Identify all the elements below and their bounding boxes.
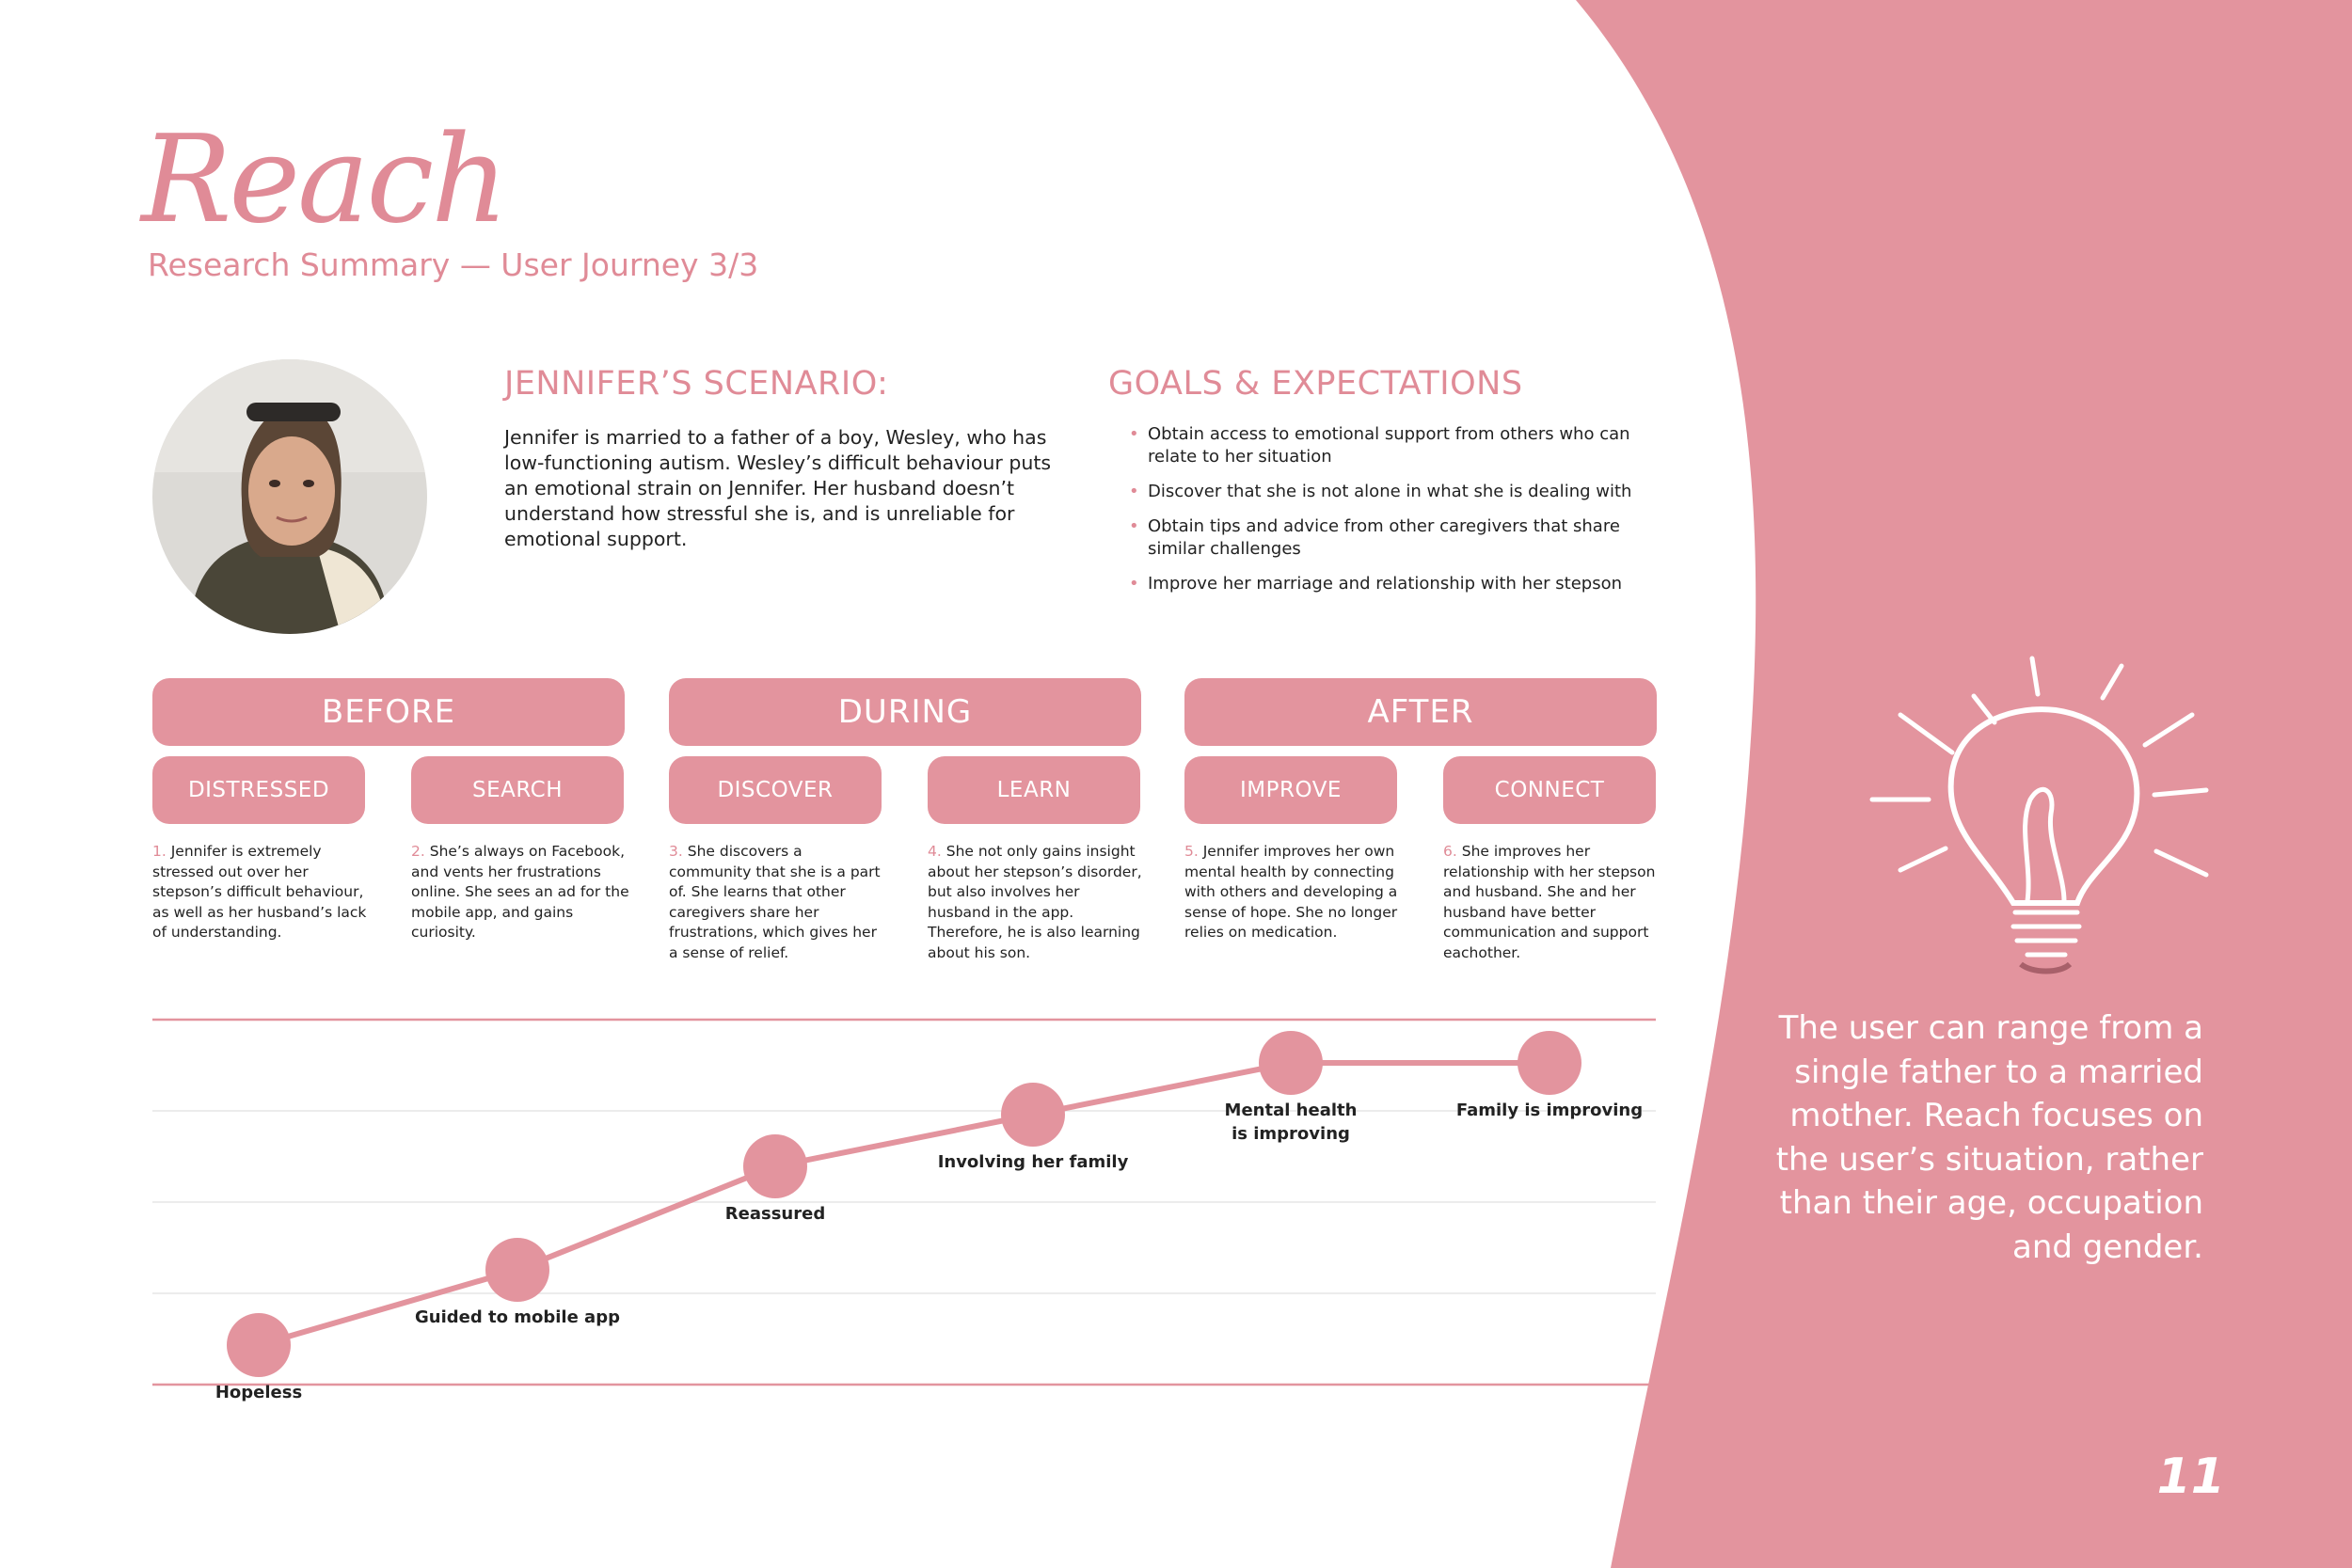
journey-point: [1001, 1083, 1065, 1147]
step-description: 1. Jennifer is extremely stressed out over her stepson’s difficult behaviour, as well as her husband’s lack of understanding.: [152, 843, 367, 941]
bullet-icon: •: [1129, 516, 1139, 536]
journey-point-label: Involving her family: [937, 1152, 1129, 1172]
journey-point: [1518, 1031, 1581, 1095]
bullet-icon: •: [1129, 574, 1139, 594]
journey-point-label: Reassured: [724, 1204, 826, 1224]
goal-item: • Discover that she is not alone in what she is dealing with: [1129, 482, 1632, 501]
journey-point-label: Hopeless: [215, 1383, 303, 1402]
journey-point-label: Family is improving: [1455, 1101, 1644, 1120]
phase-before: BEFORE: [152, 678, 625, 746]
reach-logo: Reach: [141, 110, 506, 250]
step-description: 2. She’s always on Facebook, and vents her frustrations online. She sees an ad for the mobile app, and gains curiosity.: [411, 843, 629, 941]
journey-point: [743, 1134, 807, 1198]
step-search: SEARCH: [411, 756, 624, 824]
goals-heading: GOALS & EXPECTATIONS: [1108, 365, 1523, 403]
journey-point: [227, 1313, 291, 1377]
goal-item: • Obtain tips and advice from other caregivers that share similar challenges: [1129, 516, 1620, 559]
journey-point-label: Mental health: [1224, 1101, 1358, 1120]
step-learn: LEARN: [928, 756, 1140, 824]
phase-after: AFTER: [1184, 678, 1657, 746]
step-description: 3. She discovers a community that she is a part of. She learns that other caregivers share her frustrations, which gives her a sense of relief.: [669, 843, 881, 961]
phase-during: DURING: [669, 678, 1141, 746]
goal-item: • Improve her marriage and relationship with her stepson: [1129, 574, 1622, 594]
bullet-icon: •: [1129, 482, 1139, 501]
journey-point-label: is improving: [1232, 1124, 1350, 1144]
scenario-text: Jennifer is married to a father of a boy, Wesley, who has low-functioning autism. Wesley’s difficult behaviour puts an emotional strain on Jennifer. Her husband doesn’t understand how stressful she is, and is unreliable for emotional support.: [504, 426, 1052, 550]
step-connect: CONNECT: [1443, 756, 1656, 824]
step-description: 5. Jennifer improves her own mental health by connecting with others and developing a sense of hope. She no longer relies on medication.: [1184, 843, 1398, 941]
page-subtitle: Research Summary — User Journey 3/3: [148, 246, 759, 283]
step-description: 4. She not only gains insight about her stepson’s disorder, but also involves her husband in the app. Therefore, he is also learning about his son.: [928, 843, 1142, 961]
journey-point-label: Guided to mobile app: [415, 1307, 620, 1327]
goal-item: • Obtain access to emotional support from others who can relate to her situation: [1129, 424, 1630, 467]
step-description: 6. She improves her relationship with her stepson and husband. She and her husband have better communication and support eachother.: [1443, 843, 1656, 961]
journey-point: [1259, 1031, 1323, 1095]
step-discover: DISCOVER: [669, 756, 882, 824]
side-panel-text: The user can range from a single father to a married mother. Reach focuses on the user’s situation, rather than their age, occupation and gender.: [1775, 1009, 2203, 1266]
step-distressed: DISTRESSED: [152, 756, 365, 824]
scenario-heading: JENNIFER’S SCENARIO:: [504, 365, 889, 403]
journey-point: [485, 1238, 549, 1302]
bullet-icon: •: [1129, 424, 1139, 444]
page-number: 11: [2156, 1449, 2225, 1505]
step-improve: IMPROVE: [1184, 756, 1397, 824]
lightbulb-icon: [1863, 649, 2230, 988]
